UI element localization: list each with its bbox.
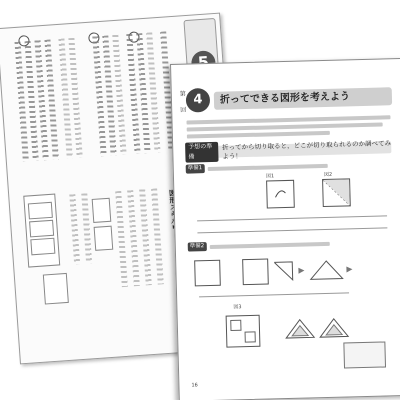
fig1-label: 図1	[265, 173, 275, 180]
fig3-label: 図3	[233, 304, 242, 311]
net-cell	[30, 238, 55, 256]
lesson-suffix: 回	[180, 106, 187, 114]
prep-text: 折ってから切り取ると，どこが切り取られるのか調べてみよう！	[222, 139, 392, 161]
text-column	[127, 190, 140, 286]
fig2-label: 図2	[323, 171, 333, 179]
page-number: 16	[191, 382, 198, 389]
lesson-number: 4	[193, 92, 203, 108]
prep-banner	[185, 139, 392, 161]
step-1	[186, 161, 328, 174]
prep-label: 予想の準備	[185, 142, 218, 163]
text-column	[115, 191, 128, 287]
step-2-badge: 準備2	[188, 242, 207, 251]
answer-line	[199, 292, 349, 297]
answer-line	[197, 215, 387, 221]
fold-figure	[242, 258, 269, 285]
text-column	[69, 194, 80, 264]
text-column	[81, 193, 92, 263]
summary-box	[343, 341, 386, 368]
fold-figure	[194, 260, 221, 287]
text-column	[151, 188, 164, 284]
front-page	[170, 58, 400, 400]
lesson-badge	[179, 88, 211, 114]
fold-sequence	[274, 258, 365, 282]
net-cell	[28, 202, 53, 220]
step-1-badge: 準備1	[186, 164, 205, 173]
net-diagram	[43, 273, 69, 305]
net-cell	[29, 220, 54, 238]
answer-line	[197, 227, 387, 233]
answer-box	[94, 226, 114, 251]
triangle-figures	[284, 314, 355, 342]
page-title: 折ってできる図形を考えよう	[214, 87, 392, 110]
fold-figure	[322, 178, 351, 207]
cut-figure	[226, 315, 261, 348]
answer-box	[92, 198, 112, 223]
text-column	[139, 189, 152, 285]
fold-figure	[266, 180, 295, 209]
lesson-prefix: 第	[179, 90, 186, 98]
step-2	[188, 239, 330, 252]
